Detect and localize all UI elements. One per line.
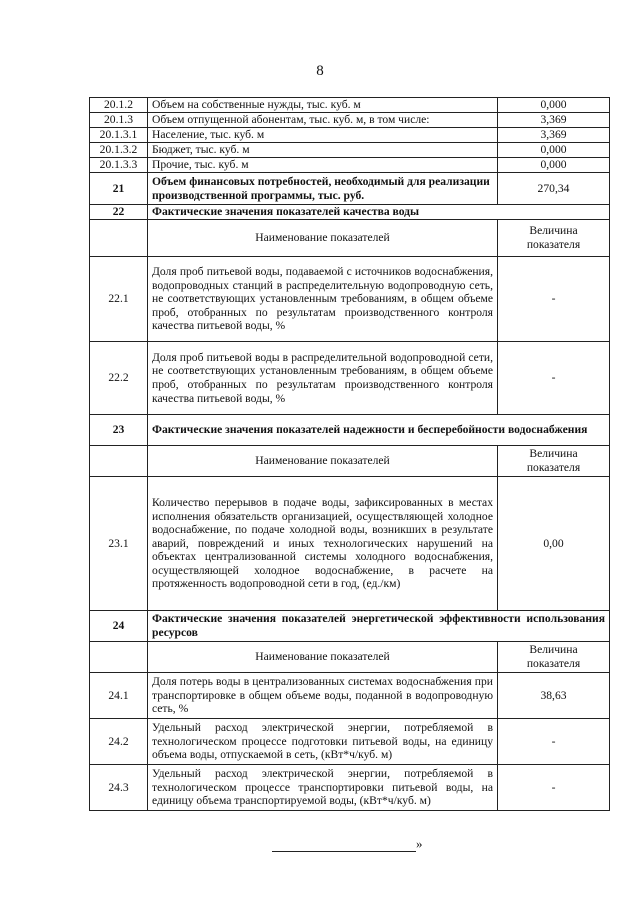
row-text: Доля потерь воды в централизованных системах водоснабжения при транспортировке в общем объеме воды, поданной в водопроводную сеть, % bbox=[148, 673, 498, 719]
row-number: 22.2 bbox=[90, 342, 148, 415]
empty-cell bbox=[90, 220, 148, 257]
table-row bbox=[90, 719, 610, 765]
table-row bbox=[90, 128, 610, 143]
table-row bbox=[90, 173, 610, 205]
table-row bbox=[90, 673, 610, 719]
column-header-name: Наименование показателей bbox=[148, 220, 498, 257]
column-header-value: Величина показателя bbox=[498, 446, 610, 477]
table-row bbox=[90, 143, 610, 158]
section-header-row bbox=[90, 611, 610, 642]
row-number: 24.3 bbox=[90, 765, 148, 811]
row-text: Объем на собственные нужды, тыс. куб. м bbox=[148, 98, 498, 113]
column-header-row bbox=[90, 446, 610, 477]
page-number: 8 bbox=[316, 63, 324, 79]
closing-quote: » bbox=[416, 836, 423, 851]
row-text: Население, тыс. куб. м bbox=[148, 128, 498, 143]
table-row bbox=[90, 765, 610, 811]
row-value: 0,000 bbox=[498, 158, 610, 173]
table-row bbox=[90, 257, 610, 342]
table-row bbox=[90, 98, 610, 113]
row-number: 24.1 bbox=[90, 673, 148, 719]
row-value: 0,000 bbox=[498, 143, 610, 158]
column-header-value: Величина показателя bbox=[498, 642, 610, 673]
row-value: 270,34 bbox=[498, 173, 610, 205]
section-number: 21 bbox=[90, 173, 148, 205]
section-number: 24 bbox=[90, 611, 148, 642]
section-title: Фактические значения показателей качества воды bbox=[148, 205, 610, 220]
section-title: Фактические значения показателей надежности и бесперебойности водоснабжения bbox=[148, 415, 610, 446]
row-text: Удельный расход электрической энергии, потребляемой в технологическом процессе подготовки питьевой воды, на единицу объема воды, отпускаемой в сеть, (кВт*ч/куб. м) bbox=[148, 719, 498, 765]
document-footer bbox=[272, 836, 423, 852]
row-text: Количество перерывов в подаче воды, зафиксированных в местах исполнения обязательств организацией, осуществляющей холодное водоснабжение, по подаче холодной воды, возникших в результате аварий, повреждений и иных технологических нарушений на объектах централизованной системы холодного водоснабжения, осуществляющей холодное водоснабжение, в расчете на протяженность водопроводной сети в год, (ед./км) bbox=[148, 477, 498, 611]
row-number: 24.2 bbox=[90, 719, 148, 765]
section-header-row bbox=[90, 205, 610, 220]
row-text: Удельный расход электрической энергии, потребляемой в технологическом процессе транспортировки питьевой воды, на единицу объема транспортируемой воды, (кВт*ч/куб. м) bbox=[148, 765, 498, 811]
row-text: Объем финансовых потребностей, необходимый для реализации производственной программы, тыс. руб. bbox=[148, 173, 498, 205]
table-row bbox=[90, 113, 610, 128]
row-value: - bbox=[498, 765, 610, 811]
table-row bbox=[90, 342, 610, 415]
row-value: 0,000 bbox=[498, 98, 610, 113]
column-header-row bbox=[90, 642, 610, 673]
signature-line bbox=[272, 849, 416, 852]
row-text: Бюджет, тыс. куб. м bbox=[148, 143, 498, 158]
section-number: 22 bbox=[90, 205, 148, 220]
indicators-table bbox=[89, 97, 610, 811]
row-text: Прочие, тыс. куб. м bbox=[148, 158, 498, 173]
column-header-row bbox=[90, 220, 610, 257]
row-value: 38,63 bbox=[498, 673, 610, 719]
row-number: 22.1 bbox=[90, 257, 148, 342]
row-number: 20.1.2 bbox=[90, 98, 148, 113]
row-number: 20.1.3.3 bbox=[90, 158, 148, 173]
section-title: Фактические значения показателей энергетической эффективности использования ресурсов bbox=[148, 611, 610, 642]
row-number: 23.1 bbox=[90, 477, 148, 611]
row-value: 0,00 bbox=[498, 477, 610, 611]
row-value: 3,369 bbox=[498, 113, 610, 128]
section-header-row bbox=[90, 415, 610, 446]
row-number: 20.1.3.1 bbox=[90, 128, 148, 143]
row-value: 3,369 bbox=[498, 128, 610, 143]
section-number: 23 bbox=[90, 415, 148, 446]
row-text: Объем отпущенной абонентам, тыс. куб. м, в том числе: bbox=[148, 113, 498, 128]
row-text: Доля проб питьевой воды, подаваемой с источников водоснабжения, водопроводных станций в распределительную водопроводную сеть, не соответствующих установленным требованиям, в общем объеме проб, отобранных по результатам производственного контроля качества питьевой воды, % bbox=[148, 257, 498, 342]
row-value: - bbox=[498, 257, 610, 342]
table-row bbox=[90, 477, 610, 611]
column-header-name: Наименование показателей bbox=[148, 642, 498, 673]
row-value: - bbox=[498, 719, 610, 765]
column-header-value: Величина показателя bbox=[498, 220, 610, 257]
table-row bbox=[90, 158, 610, 173]
column-header-name: Наименование показателей bbox=[148, 446, 498, 477]
row-number: 20.1.3 bbox=[90, 113, 148, 128]
row-text: Доля проб питьевой воды в распределительной водопроводной сети, не соответствующих установленным требованиям, в общем объеме проб, отобранных по результатам производственного контроля качества питьевой воды, % bbox=[148, 342, 498, 415]
row-value: - bbox=[498, 342, 610, 415]
empty-cell bbox=[90, 446, 148, 477]
empty-cell bbox=[90, 642, 148, 673]
row-number: 20.1.3.2 bbox=[90, 143, 148, 158]
